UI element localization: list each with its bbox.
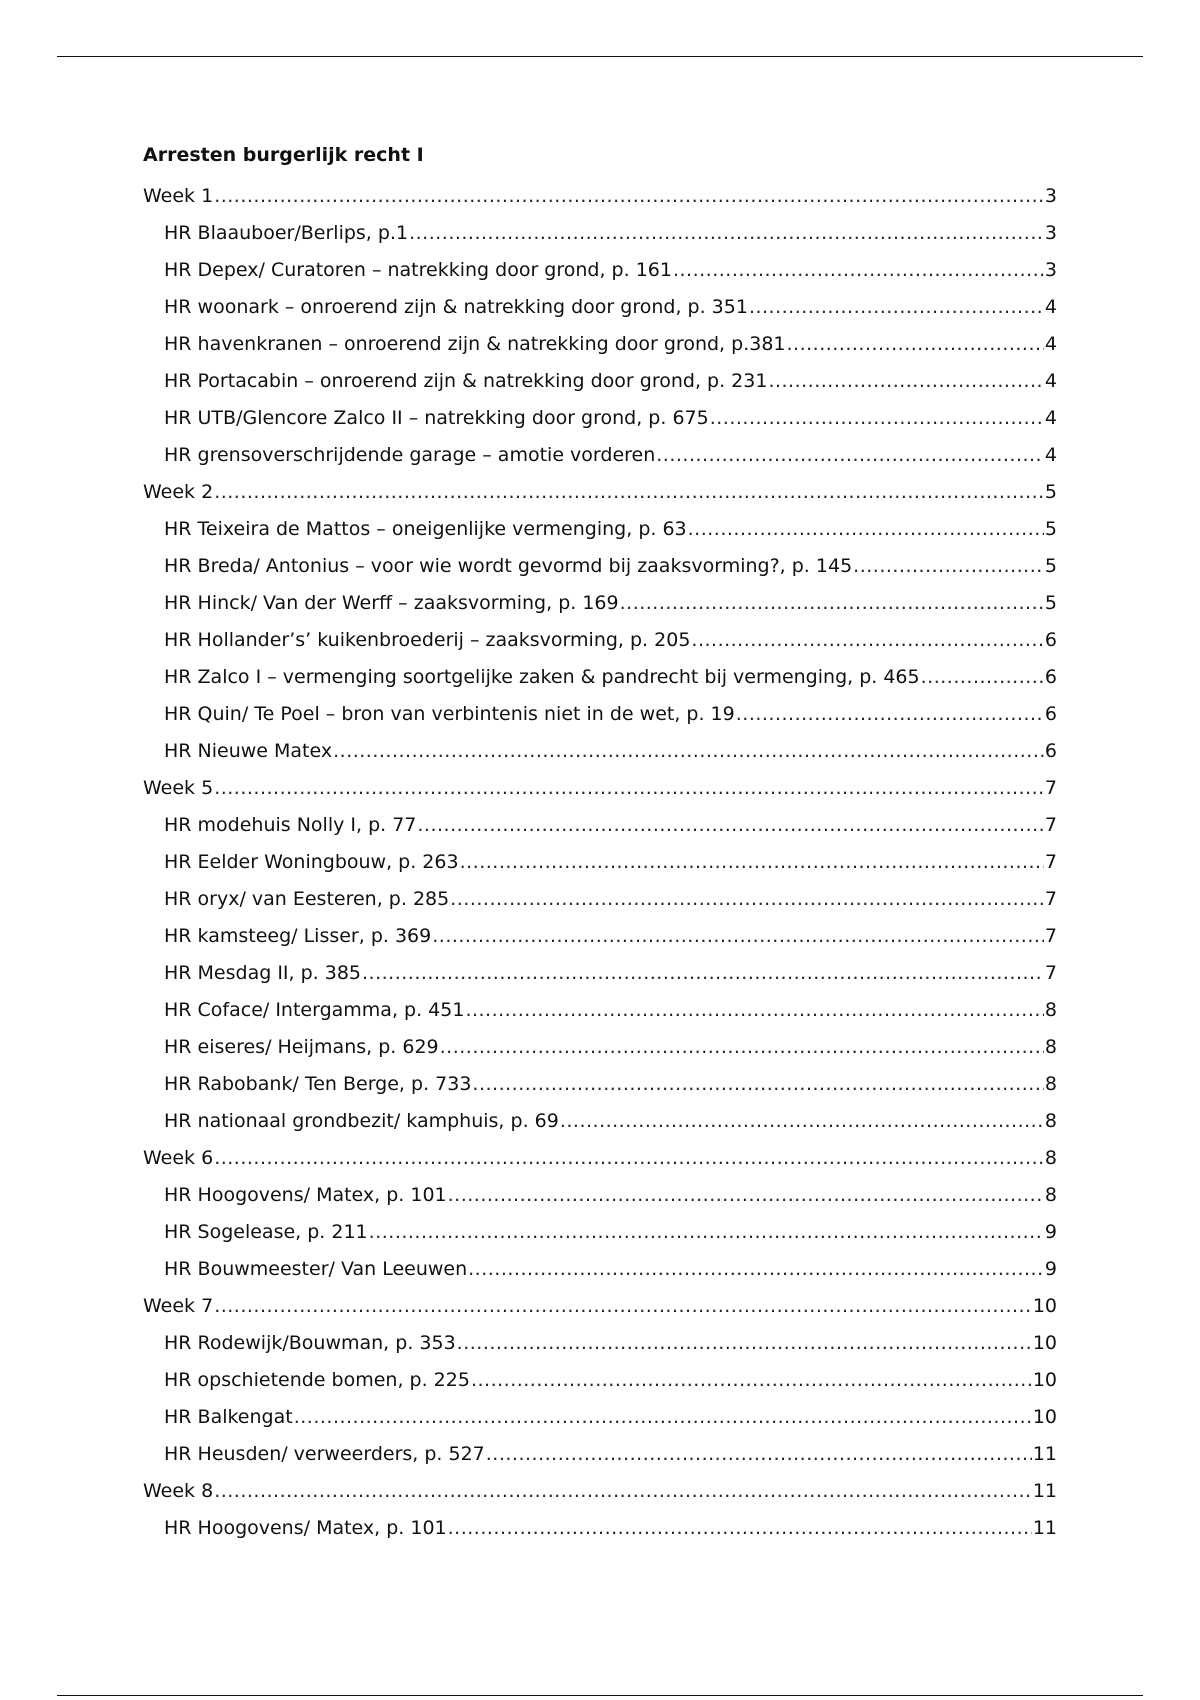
toc-entry-text: Week 6 bbox=[143, 1147, 214, 1169]
dot-leader bbox=[448, 1510, 1032, 1547]
dot-leader bbox=[362, 955, 1044, 992]
toc-entry-page-number: 7 bbox=[1044, 962, 1057, 984]
toc-entry[interactable] bbox=[143, 252, 1057, 289]
dot-leader bbox=[471, 1362, 1032, 1399]
toc-entry-page-number: 4 bbox=[1044, 296, 1057, 318]
toc-entry[interactable] bbox=[143, 955, 1057, 992]
toc-entry-page-number: 10 bbox=[1032, 1369, 1057, 1391]
toc-entry-page-number: 8 bbox=[1044, 999, 1057, 1021]
dot-leader bbox=[369, 1214, 1044, 1251]
toc-entry[interactable] bbox=[143, 1436, 1057, 1473]
dot-leader bbox=[214, 1140, 1044, 1177]
dot-leader bbox=[768, 363, 1043, 400]
toc-entry[interactable] bbox=[143, 400, 1057, 437]
toc-entry-page-number: 7 bbox=[1044, 851, 1057, 873]
dot-leader bbox=[432, 918, 1044, 955]
dot-leader bbox=[620, 585, 1044, 622]
dot-leader bbox=[460, 844, 1044, 881]
dot-leader bbox=[214, 1473, 1032, 1510]
toc-entry-text: HR Hollander’s’ kuikenbroederij – zaaksvorming, p. 205 bbox=[164, 629, 691, 651]
toc-entry-page-number: 6 bbox=[1044, 629, 1057, 651]
toc-entry-text: HR Rodewijk/Bouwman, p. 353 bbox=[164, 1332, 456, 1354]
toc-entry[interactable] bbox=[143, 1399, 1057, 1436]
toc-entry-text: Week 7 bbox=[143, 1295, 214, 1317]
toc-entry[interactable] bbox=[143, 1177, 1057, 1214]
toc-week-heading[interactable] bbox=[143, 1473, 1057, 1510]
dot-leader bbox=[409, 215, 1044, 252]
dot-leader bbox=[214, 770, 1044, 807]
toc-entry-page-number: 5 bbox=[1044, 518, 1057, 540]
toc-entry-text: HR oryx/ van Eesteren, p. 285 bbox=[164, 888, 450, 910]
dot-leader bbox=[921, 659, 1044, 696]
toc-entry-page-number: 8 bbox=[1044, 1184, 1057, 1206]
toc-entry-page-number: 8 bbox=[1044, 1036, 1057, 1058]
toc-entry-page-number: 11 bbox=[1032, 1517, 1057, 1539]
dot-leader bbox=[710, 400, 1044, 437]
dot-leader bbox=[787, 326, 1044, 363]
dot-leader bbox=[450, 881, 1044, 918]
toc-entry[interactable] bbox=[143, 1103, 1057, 1140]
dot-leader bbox=[214, 1288, 1032, 1325]
dot-leader bbox=[333, 733, 1044, 770]
toc-entry-text: HR Sogelease, p. 211 bbox=[164, 1221, 368, 1243]
toc-entry-page-number: 7 bbox=[1044, 888, 1057, 910]
toc-week-heading[interactable] bbox=[143, 474, 1057, 511]
toc-entry-page-number: 5 bbox=[1044, 592, 1057, 614]
toc-week-heading[interactable] bbox=[143, 178, 1057, 215]
dot-leader bbox=[214, 474, 1044, 511]
toc-entry-text: Week 5 bbox=[143, 777, 214, 799]
dot-leader bbox=[749, 289, 1044, 326]
toc-entry-text: Week 8 bbox=[143, 1480, 214, 1502]
toc-entry-page-number: 7 bbox=[1044, 777, 1057, 799]
toc-entry[interactable] bbox=[143, 622, 1057, 659]
toc-entry-list bbox=[143, 178, 1057, 1547]
toc-entry-page-number: 4 bbox=[1044, 370, 1057, 392]
toc-week-heading[interactable] bbox=[143, 1288, 1057, 1325]
toc-entry-text: HR Heusden/ verweerders, p. 527 bbox=[164, 1443, 485, 1465]
toc-entry-page-number: 7 bbox=[1044, 814, 1057, 836]
dot-leader bbox=[486, 1436, 1032, 1473]
toc-entry-text: HR Rabobank/ Ten Berge, p. 733 bbox=[164, 1073, 472, 1095]
toc-entry-page-number: 6 bbox=[1044, 666, 1057, 688]
toc-entry[interactable] bbox=[143, 733, 1057, 770]
toc-entry[interactable] bbox=[143, 1214, 1057, 1251]
toc-entry-page-number: 11 bbox=[1032, 1480, 1057, 1502]
toc-entry-text: HR Zalco I – vermenging soortgelijke zaken & pandrecht bij vermenging, p. 465 bbox=[164, 666, 920, 688]
toc-entry[interactable] bbox=[143, 1029, 1057, 1066]
toc-entry-text: HR Quin/ Te Poel – bron van verbintenis niet in de wet, p. 19 bbox=[164, 703, 735, 725]
toc-entry-page-number: 5 bbox=[1044, 481, 1057, 503]
dot-leader bbox=[736, 696, 1044, 733]
toc-entry-text: HR woonark – onroerend zijn & natrekking door grond, p. 351 bbox=[164, 296, 748, 318]
toc-entry-page-number: 4 bbox=[1044, 333, 1057, 355]
toc-entry[interactable] bbox=[143, 437, 1057, 474]
toc-entry[interactable] bbox=[143, 289, 1057, 326]
toc-entry[interactable] bbox=[143, 659, 1057, 696]
toc-entry-text: HR Coface/ Intergamma, p. 451 bbox=[164, 999, 465, 1021]
toc-entry[interactable] bbox=[143, 585, 1057, 622]
toc-entry-text: HR Portacabin – onroerend zijn & natrekking door grond, p. 231 bbox=[164, 370, 768, 392]
toc-entry[interactable] bbox=[143, 215, 1057, 252]
toc-entry[interactable] bbox=[143, 363, 1057, 400]
dot-leader bbox=[691, 622, 1044, 659]
toc-entry[interactable] bbox=[143, 326, 1057, 363]
dot-leader bbox=[294, 1399, 1032, 1436]
dot-leader bbox=[465, 992, 1043, 1029]
toc-entry[interactable] bbox=[143, 807, 1057, 844]
dot-leader bbox=[417, 807, 1044, 844]
toc-entry-text: HR Balkengat bbox=[164, 1406, 293, 1428]
toc-entry[interactable] bbox=[143, 1510, 1057, 1547]
toc-title: Arresten burgerlijk recht I bbox=[143, 144, 424, 166]
toc-entry[interactable] bbox=[143, 548, 1057, 585]
toc-entry-page-number: 10 bbox=[1032, 1332, 1057, 1354]
toc-entry-page-number: 4 bbox=[1044, 444, 1057, 466]
toc-entry-page-number: 10 bbox=[1032, 1295, 1057, 1317]
toc-entry-text: HR Bouwmeester/ Van Leeuwen bbox=[164, 1258, 468, 1280]
dot-leader bbox=[214, 178, 1044, 215]
toc-entry-page-number: 10 bbox=[1032, 1406, 1057, 1428]
toc-entry-page-number: 8 bbox=[1044, 1110, 1057, 1132]
toc-entry-text: HR Hoogovens/ Matex, p. 101 bbox=[164, 1517, 447, 1539]
toc-entry-text: HR opschietende bomen, p. 225 bbox=[164, 1369, 470, 1391]
toc-entry[interactable] bbox=[143, 1251, 1057, 1288]
toc-entry-page-number: 8 bbox=[1044, 1073, 1057, 1095]
dot-leader bbox=[472, 1066, 1043, 1103]
toc-entry-text: HR UTB/Glencore Zalco II – natrekking door grond, p. 675 bbox=[164, 407, 709, 429]
toc-entry-text: HR modehuis Nolly I, p. 77 bbox=[164, 814, 417, 836]
dot-leader bbox=[468, 1251, 1044, 1288]
dot-leader bbox=[673, 252, 1044, 289]
toc-entry-text: HR Breda/ Antonius – voor wie wordt gevormd bij zaaksvorming?, p. 145 bbox=[164, 555, 853, 577]
toc-entry-text: HR Mesdag II, p. 385 bbox=[164, 962, 362, 984]
header-rule bbox=[57, 56, 1143, 57]
toc-entry-page-number: 4 bbox=[1044, 407, 1057, 429]
toc-entry[interactable] bbox=[143, 1362, 1057, 1399]
toc-entry-text: HR havenkranen – onroerend zijn & natrekking door grond, p.381 bbox=[164, 333, 786, 355]
toc-entry-page-number: 7 bbox=[1044, 925, 1057, 947]
toc-entry[interactable] bbox=[143, 881, 1057, 918]
toc-entry-text: HR grensoverschrijdende garage – amotie vorderen bbox=[164, 444, 656, 466]
toc-entry-text: HR Depex/ Curatoren – natrekking door grond, p. 161 bbox=[164, 259, 672, 281]
toc-entry-text: HR Teixeira de Mattos – oneigenlijke vermenging, p. 63 bbox=[164, 518, 687, 540]
toc-entry-page-number: 9 bbox=[1044, 1221, 1057, 1243]
footer-rule bbox=[57, 1695, 1143, 1696]
toc-entry[interactable] bbox=[143, 844, 1057, 881]
toc-entry[interactable] bbox=[143, 992, 1057, 1029]
toc-entry-page-number: 6 bbox=[1044, 703, 1057, 725]
toc-entry-text: HR Hoogovens/ Matex, p. 101 bbox=[164, 1184, 447, 1206]
toc-entry-page-number: 3 bbox=[1044, 259, 1057, 281]
toc-entry-text: HR Nieuwe Matex bbox=[164, 740, 333, 762]
toc-entry-page-number: 3 bbox=[1044, 222, 1057, 244]
dot-leader bbox=[457, 1325, 1032, 1362]
toc-week-heading[interactable] bbox=[143, 770, 1057, 807]
toc-entry-text: HR eiseres/ Heijmans, p. 629 bbox=[164, 1036, 439, 1058]
toc-entry-page-number: 5 bbox=[1044, 555, 1057, 577]
toc-entry[interactable] bbox=[143, 696, 1057, 733]
toc-entry-text: HR Blaauboer/Berlips, p.1 bbox=[164, 222, 409, 244]
toc-entry-page-number: 6 bbox=[1044, 740, 1057, 762]
toc-entry[interactable] bbox=[143, 918, 1057, 955]
toc-entry[interactable] bbox=[143, 1325, 1057, 1362]
toc-entry-text: HR Eelder Woningbouw, p. 263 bbox=[164, 851, 459, 873]
toc-entry-page-number: 3 bbox=[1044, 185, 1057, 207]
toc-entry-page-number: 9 bbox=[1044, 1258, 1057, 1280]
dot-leader bbox=[656, 437, 1044, 474]
toc-week-heading[interactable] bbox=[143, 1140, 1057, 1177]
toc-entry-text: HR kamsteeg/ Lisser, p. 369 bbox=[164, 925, 432, 947]
toc-entry[interactable] bbox=[143, 1066, 1057, 1103]
toc-entry-text: Week 1 bbox=[143, 185, 214, 207]
dot-leader bbox=[688, 511, 1044, 548]
toc-entry-page-number: 8 bbox=[1044, 1147, 1057, 1169]
table-of-contents bbox=[143, 140, 1057, 1547]
toc-entry-page-number: 11 bbox=[1032, 1443, 1057, 1465]
toc-entry[interactable] bbox=[143, 511, 1057, 548]
dot-leader bbox=[560, 1103, 1044, 1140]
toc-entry-text: Week 2 bbox=[143, 481, 214, 503]
dot-leader bbox=[853, 548, 1044, 585]
toc-entry-text: HR Hinck/ Van der Werff – zaaksvorming, p. 169 bbox=[164, 592, 619, 614]
toc-entry-text: HR nationaal grondbezit/ kamphuis, p. 69 bbox=[164, 1110, 559, 1132]
dot-leader bbox=[440, 1029, 1044, 1066]
dot-leader bbox=[448, 1177, 1044, 1214]
